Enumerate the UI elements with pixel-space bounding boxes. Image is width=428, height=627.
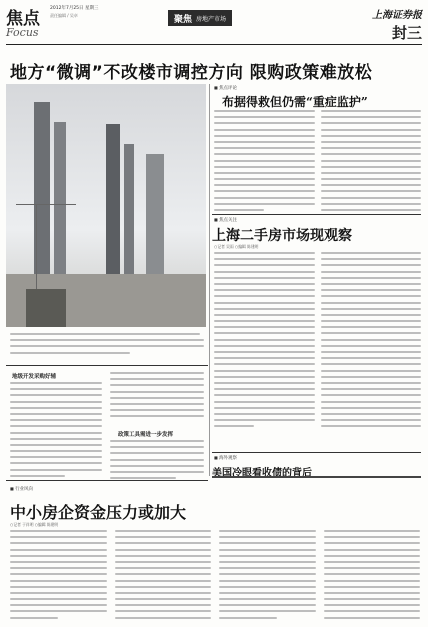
page-number: 封三 [391, 24, 422, 42]
issue-date: 2012年7月25日 星期三 [50, 6, 99, 11]
subhead-1: 地级开发采购好辅 [12, 374, 57, 380]
article-column-2b [110, 440, 204, 483]
topic-badge-sub: 房地产市场 [196, 15, 227, 23]
section-tag: ■ 焦点关注 [214, 217, 237, 223]
news-photo [6, 84, 206, 327]
section-tag: ■ 焦点评论 [214, 85, 237, 91]
divider [212, 214, 421, 215]
mid-article [214, 252, 421, 431]
bottom-byline: ○记者 于祥明 ○编辑 陈建明 [10, 522, 59, 527]
mid-headline: 上海二手房市场现观察 [212, 228, 352, 244]
photo-caption [10, 333, 204, 358]
topic-badge-main: 聚焦 [173, 14, 192, 25]
main-headline: 地方“微调”不改楼市调控方向 限购政策难放松 [10, 63, 373, 83]
rule [212, 476, 421, 478]
mid-byline: ○记者 吴雨 ○编辑 陈建明 [214, 244, 259, 249]
page-header [6, 4, 422, 44]
section-tag: ■ 行业风向 [10, 486, 33, 492]
bottom-article [10, 530, 420, 623]
divider [212, 452, 421, 453]
divider [6, 365, 208, 366]
article-column-1 [10, 382, 102, 481]
header-rule [6, 44, 422, 45]
section-tag: ■ 海外观察 [214, 455, 237, 461]
section-title: 焦点 [6, 9, 40, 29]
subhead-2: 政策工具需进一步发挥 [118, 432, 174, 438]
newspaper-name: 上海证券报 [372, 10, 422, 21]
column-divider [209, 84, 210, 476]
bottom-headline: 中小房企资金压力或加大 [10, 503, 187, 522]
editor-credit: 责任编辑 / 吴卓 [50, 13, 78, 18]
topic-badge [168, 10, 232, 26]
right-bottom-headline: 美国冷眼看收债的背后 [212, 468, 312, 479]
section-title-en: Focus [6, 26, 39, 39]
article-column-2 [110, 372, 204, 422]
right-top-headline: 布据得救但仍需“重症监护” [222, 95, 368, 109]
divider [6, 480, 208, 481]
right-top-article [214, 110, 421, 215]
